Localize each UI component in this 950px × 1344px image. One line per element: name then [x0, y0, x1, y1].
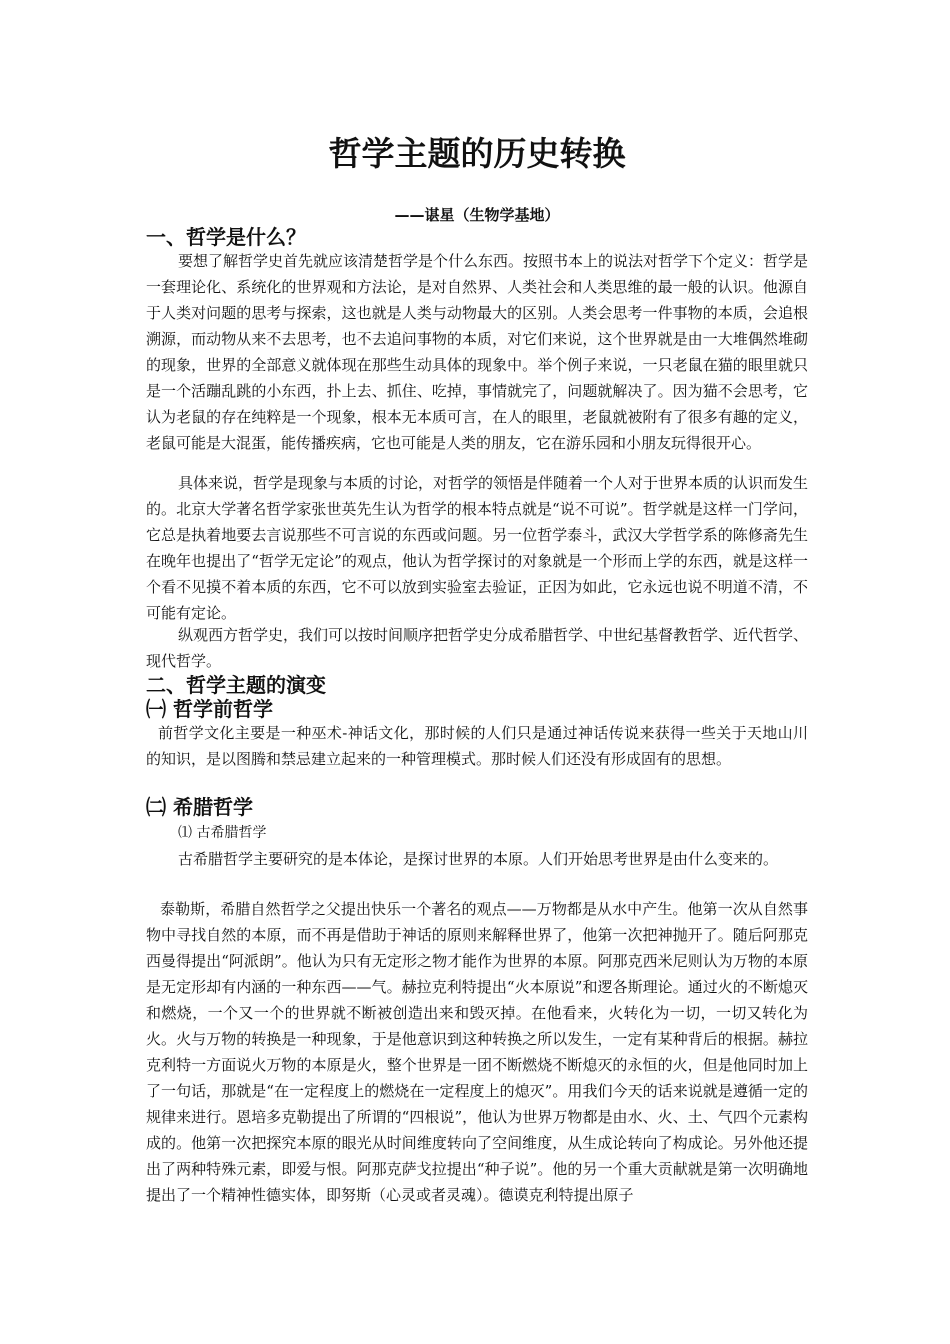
author-byline: ——谌星（生物学基地） [394, 206, 560, 224]
paragraph: 古希腊哲学主要研究的是本体论，是探讨世界的本原。人们开始思考世界是由什么变来的。 [178, 850, 779, 868]
section-heading-what-is-philosophy: 一、哲学是什么？ [146, 225, 306, 249]
paragraph: 泰勒斯，希腊自然哲学之父提出快乐一个著名的观点——万物都是从水中产生。他第一次从自然事物中寻找自然的本原，而不再是借助于神话的原则来解释世界了，他第一次把神抛开了。随后阿那克西曼得提出“阿派朗”。他认为只有无定形之物才能作为世界的本原。阿那克西米尼则认为万物的本原是无定形却有内涵的一种东西——气。赫拉克利特提出“火本原说”和逻各斯理论。通过火的不断熄灭和燃烧，一个又一个的世界就不断被创造出来和毁灭掉。在他看来，火转化为一切，一切又转化为火。火与万物的转换是一种现象，于是他意识到这种转换之所以发生，一定有某种背后的根据。赫拉克利特一方面说火万物的本原是火，整个世界是一团不断燃烧不断熄灭的永恒的火，但是他同时加上了一句话，那就是“在一定程度上的燃烧在一定程度上的熄灭”。用我们今天的话来说就是遵循一定的规律来进行。恩培多克勒提出了所谓的“四根说”，他认为世界万物都是由水、火、土、气四个元素构成的。他第一次把探究本原的眼光从时间维度转向了空间维度，从生成论转向了构成论。另外他还提出了两种特殊元素，即爱与恨。阿那克萨戈拉提出“种子说”。他的另一个重大贡献就是第一次明确地提出了一个精神性德实体，即努斯（心灵或者灵魂）。德谟克利特提出原子 [146, 900, 808, 1204]
subsection-heading-pre-philosophy: ㈠ 哲学前哲学 [146, 697, 273, 721]
list-item-ancient-greek: ⑴ 古希腊哲学 [178, 825, 267, 841]
document-title: 哲学主题的历史转换 [328, 134, 626, 173]
section-heading-evolution: 二、哲学主题的演变 [146, 673, 326, 697]
paragraph: 要想了解哲学史首先就应该清楚哲学是个什么东西。按照书本上的说法对哲学下个定义：哲学是一套理论化、系统化的世界观和方法论，是对自然界、人类社会和人类思维的最一般的认识。他源自于人类对问题的思考与探索，这也就是人类与动物最大的区别。人类会思考一件事物的本质，会追根溯源，而动物从来不去思考，也不去追问事物的本质，对它们来说，这个世界就是由一大堆偶然堆砌的现象，世界的全部意义就体现在那些生动具体的现象中。举个例子来说，一只老鼠在猫的眼里就只是一个活蹦乱跳的小东西，扑上去、抓住、吃掉，事情就完了，问题就解决了。因为猫不会思考，它认为老鼠的存在纯粹是一个现象，根本无本质可言，在人的眼里，老鼠就被附有了很多有趣的定义，老鼠可能是大混蛋，能传播疾病，它也可能是人类的朋友，它在游乐园和小朋友玩得很开心。 [146, 252, 809, 452]
subsection-heading-greek-philosophy: ㈡ 希腊哲学 [146, 795, 253, 819]
paragraph: 纵观西方哲学史，我们可以按时间顺序把哲学史分成希腊哲学、中世纪基督教哲学、近代哲学、现代哲学。 [146, 626, 809, 670]
paragraph: 前哲学文化主要是一种巫术-神话文化，那时候的人们只是通过神话传说来获得一些关于天地山川的知识，是以图腾和禁忌建立起来的一种管理模式。那时候人们还没有形成固有的思想。 [146, 724, 808, 768]
paragraph: 具体来说，哲学是现象与本质的讨论，对哲学的领悟是伴随着一个人对于世界本质的认识而发生的。北京大学著名哲学家张世英先生认为哲学的根本特点就是“说不可说”。哲学就是这样一门学问，它总是执着地要去言说那些不可言说的东西或问题。另一位哲学泰斗，武汉大学哲学系的陈修斋先生在晚年也提出了“哲学无定论”的观点，他认为哲学探讨的对象就是一个形而上学的东西，就是这样一个看不见摸不着本质的东西，它不可以放到实验室去验证，正因为如此，它永远也说不明道不清，不可能有定论。 [146, 474, 809, 622]
